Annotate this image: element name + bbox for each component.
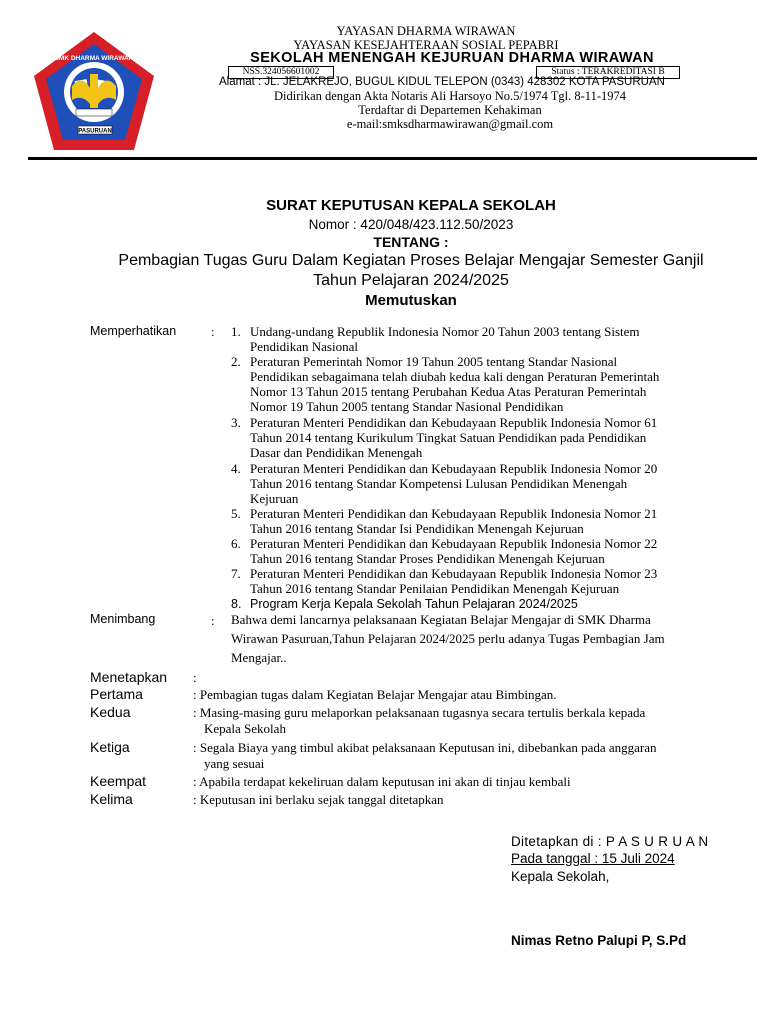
- decree-item-label: Keempat: [90, 773, 147, 789]
- considering-colon: :: [211, 324, 215, 339]
- weighing-line-1: Bahwa demi lancarnya pelaksanaan Kegiatan Belajar Mengajar di SMK Dharma: [231, 612, 651, 627]
- nss-box: NSS.324056601002: [228, 66, 334, 79]
- list-item-line: Tahun 2016 tentang Standar Isi Pendidikan Menengah Kejuruan: [250, 521, 584, 536]
- list-item-line: Tahun 2016 tentang Standar Penilaian Pendidikan Menengah Kejuruan: [250, 581, 620, 596]
- list-item-line: Peraturan Menteri Pendidikan dan Kebudayaan Republik Indonesia Nomor 61: [250, 415, 658, 430]
- logo-bottom-text: PASURUAN: [78, 128, 112, 135]
- list-item-number: 3.: [231, 415, 241, 430]
- logo-top-text: SMK DHARMA WIRAWAN: [54, 55, 134, 62]
- list-item-line: Nomor 19 Tahun 2005 tentang Standar Nasional Pendidikan: [250, 399, 564, 414]
- decrees-colon: :: [193, 670, 197, 685]
- decree-item-text-cont: Kepala Sekolah: [204, 721, 286, 736]
- decree-heading: SURAT KEPUTUSAN KEPALA SEKOLAH: [266, 197, 556, 214]
- decree-item-text: : Pembagian tugas dalam Kegiatan Belajar Mengajar atau Bimbingan.: [193, 687, 557, 702]
- foundation-line-1: YAYASAN DHARMA WIRAWAN: [336, 24, 516, 38]
- weighing-line-3: Mengajar..: [231, 650, 287, 665]
- decree-number: Nomor : 420/048/423.112.50/2023: [308, 217, 514, 232]
- list-item-line: Peraturan Menteri Pendidikan dan Kebudayaan Republik Indonesia Nomor 23: [250, 566, 658, 581]
- decree-about: TENTANG :: [373, 234, 449, 250]
- list-item-line: Pendidikan sebagaimana telah diubah kedua kali dengan Peraturan Pemerintah: [250, 369, 660, 384]
- decree-item-text: : Segala Biaya yang timbul akibat pelaksanaan Keputusan ini, dibebankan pada anggaran: [193, 740, 657, 755]
- decree-item-label: Kedua: [90, 704, 131, 720]
- signature-date: Pada tanggal : 15 Juli 2024: [511, 851, 675, 866]
- list-item: [231, 324, 751, 354]
- list-item-line: Program Kerja Kepala Sekolah Tahun Pelajaran 2024/2025: [250, 597, 578, 611]
- signature-role: Kepala Sekolah,: [511, 869, 610, 884]
- list-item-line: Pendidikan Nasional: [250, 339, 358, 354]
- list-item-number: 2.: [231, 354, 241, 369]
- list-item-line: Tahun 2016 tentang Standar Proses Pendidikan Menengah Kejuruan: [250, 551, 605, 566]
- decree-subject-line-2: Tahun Pelajaran 2024/2025: [313, 272, 509, 289]
- list-item: [231, 415, 751, 460]
- school-name: SEKOLAH MENENGAH KEJURUAN DHARMA WIRAWAN: [250, 50, 654, 66]
- list-item-line: Kejuruan: [250, 491, 299, 506]
- weighing-line-2: Wirawan Pasuruan,Tahun Pelajaran 2024/2025 perlu adanya Tugas Pembagian Jam: [231, 631, 665, 646]
- status-box: Status : TERAKREDITASI B: [536, 66, 680, 79]
- decree-item-text-cont: yang sesuai: [204, 756, 265, 771]
- decree-decide: Memutuskan: [365, 292, 457, 309]
- registration-note: Terdaftar di Departemen Kehakiman: [358, 103, 542, 117]
- decree-item-text: : Apabila terdapat kekeliruan dalam keputusan ini akan di tinjau kembali: [193, 774, 571, 789]
- list-item-number: 7.: [231, 566, 241, 581]
- decree-item-label: Pertama: [90, 686, 143, 702]
- decree-subject-line-1: Pembagian Tugas Guru Dalam Kegiatan Proses Belajar Mengajar Semester Ganjil: [118, 252, 704, 269]
- decree-item-text: : Keputusan ini berlaku sejak tanggal ditetapkan: [193, 792, 444, 807]
- letterhead-divider: [28, 157, 757, 160]
- list-item: [231, 536, 751, 566]
- list-item-line: Peraturan Menteri Pendidikan dan Kebudayaan Republik Indonesia Nomor 22: [250, 536, 658, 551]
- signature-place: Ditetapkan di : P A S U R U A N: [511, 834, 709, 849]
- weighing-label: Menimbang: [90, 612, 156, 626]
- list-item-line: Dasar dan Pendidikan Menengah: [250, 445, 423, 460]
- foundation-line-2: YAYASAN KESEJAHTERAAN SOSIAL PEPABRI: [293, 38, 559, 52]
- decrees-label: Menetapkan: [90, 669, 168, 685]
- list-item-number: 4.: [231, 461, 241, 476]
- list-item-line: Peraturan Pemerintah Nomor 19 Tahun 2005 tentang Standar Nasional: [250, 354, 618, 369]
- decree-item-text: : Masing-masing guru melaporkan pelaksanaan tugasnya secara tertulis berkala kepada: [193, 705, 646, 720]
- list-item: [231, 354, 751, 414]
- considering-label: Memperhatikan: [90, 324, 177, 338]
- school-email: e-mail:smksdharmawirawan@gmail.com: [346, 117, 554, 131]
- list-item-line: Undang-undang Republik Indonesia Nomor 20 Tahun 2003 tentang Sistem: [250, 324, 640, 339]
- list-item: [231, 566, 751, 596]
- decree-item-label: Ketiga: [90, 739, 130, 755]
- list-item-number: 5.: [231, 506, 241, 521]
- founding-deed: Didirikan dengan Akta Notaris Ali Harsoyo No.5/1974 Tgl. 8-11-1974: [273, 89, 627, 103]
- list-item-number: 1.: [231, 324, 241, 339]
- signatory-name: Nimas Retno Palupi P, S.Pd: [511, 933, 687, 948]
- list-item-number: 6.: [231, 536, 241, 551]
- list-item-line: Tahun 2014 tentang Kurikulum Tingkat Satuan Pendidikan pada Pendidikan: [250, 430, 647, 445]
- list-item: [231, 506, 751, 536]
- weighing-colon: :: [211, 613, 215, 628]
- list-item-line: Peraturan Menteri Pendidikan dan Kebudayaan Republik Indonesia Nomor 20: [250, 461, 658, 476]
- list-item-line: Nomor 13 Tahun 2015 tentang Perubahan Kedua Atas Peraturan Pemerintah: [250, 384, 647, 399]
- list-item-line: Peraturan Menteri Pendidikan dan Kebudayaan Republik Indonesia Nomor 21: [250, 506, 658, 521]
- school-address: Alamat : JL. JELAKREJO, BUGUL KIDUL TELEPON (0343) 428302 KOTA PASURUAN: [219, 76, 665, 88]
- list-item: [231, 461, 751, 506]
- decree-item-label: Kelima: [90, 791, 133, 807]
- list-item-number: 8.: [231, 597, 242, 611]
- list-item-line: Tahun 2016 tentang Standar Kompetensi Lulusan Pendidikan Menengah: [250, 476, 628, 491]
